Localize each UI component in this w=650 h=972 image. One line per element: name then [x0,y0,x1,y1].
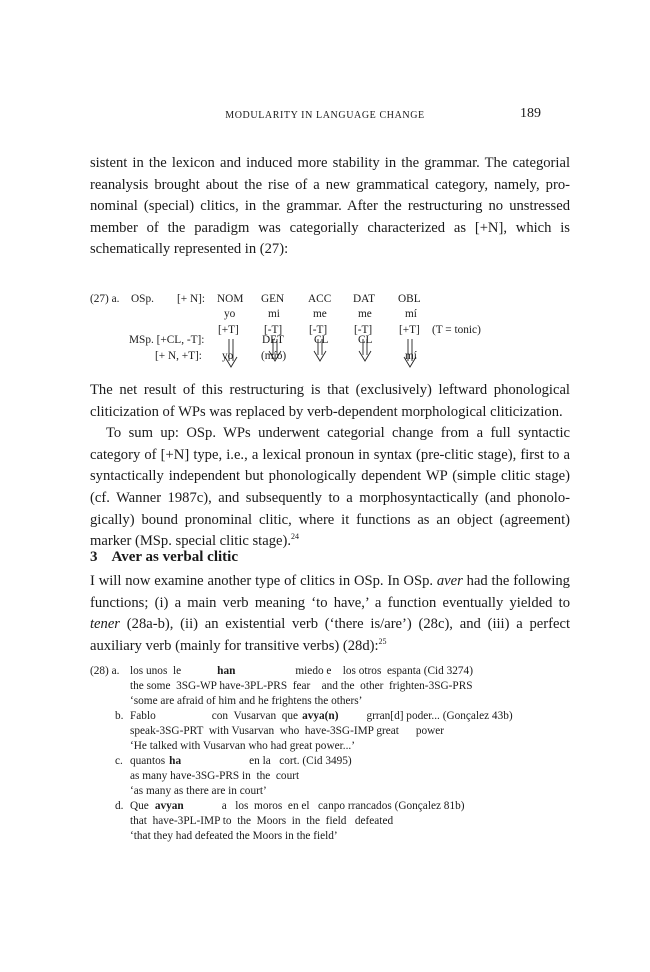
ex27-result-gen-bottom: (mío) [261,350,287,362]
ex27-case-gen: GEN [261,293,285,305]
p4-part-a: I will now examine another type of clitics in OSp. In OSp. [90,573,434,589]
ex28d-label: d. [115,800,124,812]
ex28c-ha: ha [169,755,182,767]
ex28b-translation: ‘He talked with Vusarvan who had great power...’ [130,740,355,752]
ex27-msp-feature: [+ N, +T]: [155,350,202,362]
ex27-osp: OSp. [131,293,154,305]
paragraph-2-text: The net result of this restructuring is that (exclusively) leftward phonological cliticization of WPs was replaced by verb-dependent morphological cliticization. [90,382,570,420]
ex27-form-obl: mí [405,308,417,320]
ex27-result-acc: CL [314,334,329,346]
ex27-tonic-note: (T = tonic) [432,324,481,336]
ex28a-han: han [217,665,236,677]
ex28d-gloss: that have-3PL-IMP to the Moors in the field defeated [130,815,394,827]
ex28a-translation: ‘some are afraid of him and he frightens the others’ [130,695,363,707]
ex27-form-acc: me [313,308,327,320]
ex28b-gloss: speak-3SG-PRT with Vusarvan who have-3SG-IMP great power [130,725,445,737]
ex27-result-nom: yo [222,350,234,362]
ex28b-label: b. [115,710,124,722]
ex27-label: (27) a. [90,293,120,305]
ex27-result-obl: mí [405,350,417,362]
paragraph-4 [90,571,570,657]
ex28b-l1b: con Vusarvan que [211,710,299,722]
paragraph-4-text [90,571,570,657]
section-number: 3 [90,549,98,565]
ex27-case-dat: DAT [353,293,375,305]
ex27-case-acc: ACC [308,293,332,305]
paragraph-1-text: sistent in the lexicon and induced more stability in the grammar. The categorial reanalysis brought about the rise of a new grammatical category, namely, pro-nominal (special) clitics, in the grammar. After the restructuring no unstressed member of the paradigm was categorially characterized as [+N], which is schematically represented in (27): [90,155,570,258]
ex27-case-nom: NOM [217,293,244,305]
ex28a-line1 [130,664,473,680]
paragraph-3 [90,423,570,553]
ex28d-l1a: Que [130,800,149,812]
ex27-result-gen-top: DET [262,334,284,346]
ex27-result-dat: CL [358,334,373,346]
ex28a-l1c: miedo e los otros espanta (Cid 3274) [295,665,473,677]
ex27-tone-obl: [+T] [399,324,420,336]
ex28c-translation: ‘as many as there are in court’ [130,785,267,797]
ex28b-line1 [130,709,513,725]
ex27-tone-nom: [+T] [218,324,239,336]
ex27-tone-acc: [-T] [309,324,328,336]
p4-aver: aver [436,573,463,589]
page-number: 189 [520,106,541,121]
ex27-form-dat: me [358,308,372,320]
ex27-case-obl: OBL [398,293,421,305]
p4-part-b: had the following functions; (i) a main verb meaning ‘to have,’ a function eventually yielded to [90,573,570,611]
p4-tener: tener [90,616,120,633]
ex28d-translation: ‘that they had defeated the Moors in the field’ [130,830,338,842]
p4-part-c: (28a-b), (ii) an existential verb (‘there is/are’) (28c), and (iii) a perfect auxiliary verb (mainly for transitive verbs) (28d): [90,616,570,654]
ex28c-label: c. [115,755,123,767]
ex27-form-nom: yo [224,308,236,320]
section-title: Aver as verbal clitic [111,549,238,565]
ex28a-l1a: los unos le [130,665,182,677]
section-heading [90,549,238,566]
ex28a-label: (28) a. [90,665,120,677]
ex28d-avyan: avyan [154,800,184,812]
ex28c-l1c: en la cort. (Cid 3495) [249,755,352,767]
ex28b-l1d: grran[d] poder... (Gonçalez 43b) [366,710,513,722]
ex28b-l1a: Fablo [130,710,156,722]
paragraph-3-text: To sum up: OSp. WPs underwent categorial change from a full syntactic category of [+N] type, i.e., a lexical pronoun in syntax (pre-clitic stage), first to a syntactically independent but phonologically dependent WP (simple clitic stage) (cf. Wanner 1987c), and subsequently to a morphosyntactically (and phonolo-gically) bound pronominal clitic, where it functions as an object (agreement) marker (MSp. special clitic stage). [90,425,570,550]
ex27-msp: MSp. [+CL, -T]: [129,334,205,346]
ex28d-line1 [130,799,465,815]
ex28a-gloss: the some 3SG-WP have-3PL-PRS fear and the other frighten-3SG-PRS [130,680,473,692]
ex28d-l1c: a los moros en el canpo rrancados (Gonçalez 81b) [221,800,465,812]
ex28c-l1a: quantos [130,755,166,767]
ex27-tone-gen: [-T] [264,324,283,336]
footnote-ref-25: 25 [378,636,387,646]
ex27-form-gen: mi [268,308,280,320]
footnote-ref-24: 24 [291,532,299,542]
ex27-feature: [+ N]: [177,293,206,305]
ex28b-avya: avya(n) [302,710,339,722]
ex28c-gloss: as many have-3SG-PRS in the court [130,770,300,782]
ex28c-line1 [130,754,352,770]
running-title: MODULARITY IN LANGUAGE CHANGE [225,110,425,121]
paragraph-2 [90,380,570,553]
ex27-tone-dat: [-T] [354,324,373,336]
